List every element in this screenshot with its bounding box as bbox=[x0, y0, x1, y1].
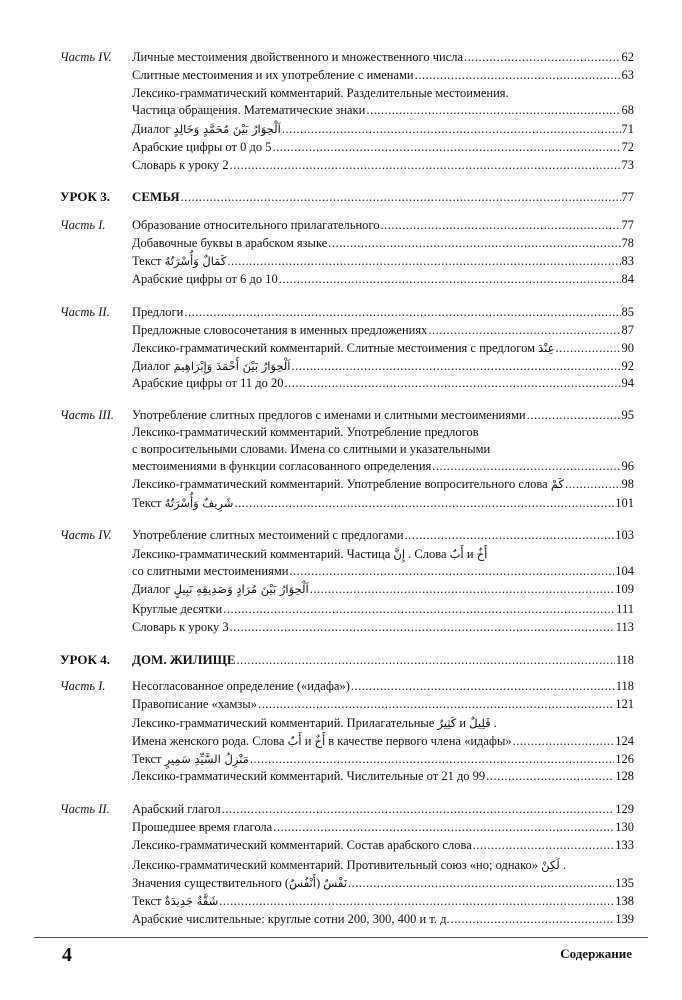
dot-leader bbox=[348, 874, 614, 892]
entry-title: Значения существительного ( bbox=[132, 876, 290, 890]
toc-entry bbox=[60, 750, 634, 768]
lesson-title: СЕМЬЯ bbox=[132, 189, 180, 204]
toc-entry bbox=[60, 526, 634, 544]
page-ref: 84 bbox=[621, 272, 634, 286]
page-ref: 139 bbox=[615, 912, 634, 926]
toc-entry bbox=[60, 818, 634, 836]
arabic-title: أَخٌ bbox=[476, 547, 488, 561]
toc-entry bbox=[60, 600, 634, 618]
dot-leader bbox=[380, 216, 620, 234]
entry-title: Образование относительного прилагательного bbox=[132, 218, 380, 232]
page-ref: 133 bbox=[615, 838, 634, 852]
dot-leader bbox=[230, 156, 621, 174]
entry-title: Лексико-грамматический комментарий. Употребление вопросительного слова bbox=[132, 477, 551, 491]
toc-entry bbox=[60, 321, 634, 339]
dot-leader bbox=[366, 101, 620, 119]
page-ref: 111 bbox=[616, 602, 634, 616]
entry-title: Предлоги bbox=[132, 305, 184, 319]
part-label: Часть I. bbox=[60, 679, 106, 693]
entry-title: Арабские цифры от 11 до 20 bbox=[132, 376, 284, 390]
arabic-title: مَنْزِلُ السَّيِّدِ سَمِيرٍ bbox=[164, 752, 249, 766]
part-label: Часть II. bbox=[60, 305, 110, 319]
page-ref: 124 bbox=[615, 734, 634, 748]
dot-leader bbox=[328, 234, 620, 252]
entry-title: Арабский глагол bbox=[132, 802, 221, 816]
toc-entry bbox=[60, 800, 634, 818]
dot-leader bbox=[227, 252, 620, 270]
lesson-label: УРОК 3. bbox=[60, 189, 110, 204]
toc-entry bbox=[60, 156, 634, 174]
entry-title: Текст bbox=[132, 894, 165, 908]
page-ref: 130 bbox=[615, 820, 634, 834]
dot-leader bbox=[486, 767, 614, 785]
entry-title: Лексико-грамматический комментарий. Употребление предлогов bbox=[132, 425, 479, 439]
arabic-title: عِنْدَ bbox=[538, 341, 555, 355]
entry-title: Словарь к уроку 2 bbox=[132, 158, 229, 172]
page-ref: 73 bbox=[621, 158, 634, 172]
entry-title: Лексико-грамматический комментарий. Состав арабского слова bbox=[132, 838, 472, 852]
dot-leader bbox=[181, 188, 621, 206]
dot-leader bbox=[527, 406, 621, 424]
entry-title: и bbox=[301, 734, 315, 748]
toc-entry bbox=[60, 84, 634, 102]
page-ref: 126 bbox=[615, 752, 634, 766]
toc-entry bbox=[60, 120, 634, 138]
toc-entry bbox=[60, 892, 634, 910]
page-ref: 101 bbox=[615, 496, 634, 510]
entry-title: Диалог bbox=[132, 582, 174, 596]
dot-leader bbox=[513, 732, 615, 750]
dot-leader bbox=[289, 562, 614, 580]
page-ref: 72 bbox=[621, 140, 634, 154]
dot-leader bbox=[432, 457, 620, 475]
toc-entry bbox=[60, 910, 634, 928]
arabic-title: أَخٌ bbox=[314, 734, 326, 748]
running-title: Содержание bbox=[560, 946, 632, 961]
arabic-title: نَفْسٌ bbox=[323, 876, 347, 890]
arabic-title: إِنَّ bbox=[393, 547, 406, 561]
dot-leader bbox=[464, 48, 620, 66]
dot-leader bbox=[272, 138, 620, 156]
entry-title: Арабские числительные: круглые сотни 200, 300, 400 и т. д. bbox=[132, 912, 450, 926]
toc-entry bbox=[60, 374, 634, 392]
entry-title: Текст bbox=[132, 254, 165, 268]
toc-entry bbox=[60, 303, 634, 321]
entry-title: Лексико-грамматический комментарий. Числительные от 21 до 99 bbox=[132, 769, 486, 783]
toc-entry bbox=[60, 475, 634, 493]
entry-title: и bbox=[463, 547, 477, 561]
page-ref: 62 bbox=[621, 50, 634, 64]
toc-entry bbox=[60, 440, 634, 458]
page-ref: 87 bbox=[621, 323, 634, 337]
dot-leader bbox=[565, 475, 621, 493]
page-ref: 94 bbox=[621, 376, 634, 390]
arabic-title: شَرِيفٌ وَأُسْرَتُهُ bbox=[164, 496, 234, 510]
page-ref: 121 bbox=[615, 697, 634, 711]
page-ref: 90 bbox=[621, 341, 634, 355]
dot-leader bbox=[234, 494, 614, 512]
toc-entry bbox=[60, 732, 634, 750]
toc-entry bbox=[60, 562, 634, 580]
page-ref: 135 bbox=[615, 876, 634, 890]
arabic-title: أَبٌ bbox=[287, 734, 302, 748]
toc-entry bbox=[60, 138, 634, 156]
page-ref: 71 bbox=[621, 122, 634, 136]
arabic-title: اَلْحِوَارُ بَيْنَ أَحْمَدَ وَإِبْرَاهِيمَ bbox=[173, 359, 291, 373]
entry-title: Добавочные буквы в арабском языке bbox=[132, 236, 328, 250]
page-ref: 118 bbox=[615, 653, 634, 667]
arabic-title: لَكِنْ bbox=[541, 858, 560, 872]
entry-title: Текст bbox=[132, 496, 165, 510]
toc-entry bbox=[60, 101, 634, 119]
toc-entry bbox=[60, 767, 634, 785]
dot-leader bbox=[184, 303, 620, 321]
entry-title: Лексико-грамматический комментарий. Разделительные местоимения. bbox=[132, 86, 509, 100]
toc-entry bbox=[60, 48, 634, 66]
dot-leader bbox=[222, 800, 615, 818]
entry-title: Круглые десятки bbox=[132, 602, 223, 616]
page-ref: 104 bbox=[615, 564, 634, 578]
entry-title: со слитными местоимениями bbox=[132, 564, 289, 578]
page-ref: 113 bbox=[615, 620, 634, 634]
page-number: 4 bbox=[62, 944, 72, 966]
toc-entry bbox=[60, 714, 634, 732]
entry-title: Арабские цифры от 0 до 5 bbox=[132, 140, 272, 154]
arabic-title: اَلْحِوَارُ بَيْنَ مُحَمَّدٍ وَخَالِدٍ bbox=[173, 122, 281, 136]
entry-title: Правописание «хамзы» bbox=[132, 697, 257, 711]
page-ref: 96 bbox=[621, 459, 634, 473]
page-ref: 109 bbox=[615, 582, 634, 596]
toc-entry bbox=[60, 270, 634, 288]
entry-title: Лексико-грамматический комментарий. Частица bbox=[132, 547, 394, 561]
arabic-title: كَمْ bbox=[550, 477, 564, 491]
toc-entry bbox=[60, 188, 634, 206]
page-ref: 92 bbox=[621, 359, 634, 373]
entry-title: местоимениями в функции согласованного определения bbox=[132, 459, 432, 473]
entry-title: Употребление слитных предлогов с именами и слитными местоимениями bbox=[132, 408, 526, 422]
entry-title: Арабские цифры от 6 до 10 bbox=[132, 272, 278, 286]
footer-rule bbox=[34, 937, 648, 938]
entry-title: и bbox=[456, 716, 470, 730]
arabic-title: قَلِيلٌ bbox=[469, 716, 491, 730]
arabic-title: كَمَالٌ وَأُسْرَتُهُ bbox=[164, 254, 227, 268]
dot-leader bbox=[415, 66, 621, 84]
toc-entry bbox=[60, 357, 634, 375]
page-ref: 98 bbox=[621, 477, 634, 491]
entry-title: Имена женского рода. Слова bbox=[132, 734, 288, 748]
dot-leader bbox=[451, 910, 615, 928]
dot-leader bbox=[258, 695, 614, 713]
entry-title: Прошедшее время глагола bbox=[132, 820, 273, 834]
dot-leader bbox=[237, 651, 615, 669]
toc-entry bbox=[60, 836, 634, 854]
page-ref: 129 bbox=[615, 802, 634, 816]
page-ref: 118 bbox=[615, 679, 634, 693]
entry-title: Словарь к уроку 3 bbox=[132, 620, 229, 634]
page-ref: 63 bbox=[621, 68, 634, 82]
page-ref: 128 bbox=[615, 769, 634, 783]
toc-entry bbox=[60, 651, 634, 669]
dot-leader bbox=[428, 321, 620, 339]
toc-entry bbox=[60, 216, 634, 234]
page-ref: 77 bbox=[621, 218, 634, 232]
entry-title: Диалог bbox=[132, 122, 174, 136]
entry-title: Лексико-грамматический комментарий. Прилагательные bbox=[132, 716, 438, 730]
page-ref: 83 bbox=[621, 254, 634, 268]
dot-leader bbox=[230, 618, 615, 636]
toc-entry bbox=[60, 494, 634, 512]
entry-title: Употребление слитных местоимений с предлогами bbox=[132, 528, 404, 542]
toc-entry bbox=[60, 339, 634, 357]
dot-leader bbox=[282, 120, 621, 138]
dot-leader bbox=[285, 374, 621, 392]
entry-title: Диалог bbox=[132, 359, 174, 373]
dot-leader bbox=[473, 836, 615, 854]
arabic-title: أَبٌ bbox=[449, 547, 464, 561]
page-ref: 85 bbox=[621, 305, 634, 319]
toc-entry bbox=[60, 856, 634, 874]
dot-leader bbox=[405, 526, 615, 544]
dot-leader bbox=[279, 270, 621, 288]
entry-title: Личные местоимения двойственного и множественного числа bbox=[132, 50, 464, 64]
toc-entry bbox=[60, 695, 634, 713]
toc-entry bbox=[60, 618, 634, 636]
entry-title: ) bbox=[315, 876, 324, 890]
toc-entry bbox=[60, 423, 634, 441]
arabic-title: اَلْحِوَارُ بَيْنَ مُرَادٍ وَصَدِيقِهِ نَبِيلٍ bbox=[173, 582, 309, 596]
entry-title: Лексико-грамматический комментарий. Противительный союз «но; однако» bbox=[132, 858, 542, 872]
page-ref: 138 bbox=[615, 894, 634, 908]
part-label: Часть II. bbox=[60, 802, 110, 816]
page-ref: 103 bbox=[615, 528, 634, 542]
entry-title: с вопросительными словами. Имена со слитными и указательными bbox=[132, 442, 491, 456]
part-label: Часть IV. bbox=[60, 528, 112, 542]
entry-title: Предложные словосочетания в именных предложениях bbox=[132, 323, 428, 337]
page-ref: 95 bbox=[621, 408, 634, 422]
dot-leader bbox=[556, 339, 621, 357]
toc-entry bbox=[60, 545, 634, 563]
toc-entry bbox=[60, 234, 634, 252]
entry-title: Текст bbox=[132, 752, 165, 766]
entry-title: Лексико-грамматический комментарий. Слитные местоимения с предлогом bbox=[132, 341, 539, 355]
entry-title: Слитные местоимения и их употребление с именами bbox=[132, 68, 414, 82]
dot-leader bbox=[223, 600, 615, 618]
part-label: Часть IV. bbox=[60, 50, 112, 64]
dot-leader bbox=[351, 677, 615, 695]
entry-title: . bbox=[559, 858, 567, 872]
page-ref: 68 bbox=[621, 103, 634, 117]
arabic-title: شَقَّةٌ جَدِيدَةٌ bbox=[164, 894, 219, 908]
toc-entry bbox=[60, 580, 634, 598]
lesson-label: УРОК 4. bbox=[60, 652, 110, 667]
dot-leader bbox=[310, 580, 615, 598]
toc-entry bbox=[60, 677, 634, 695]
toc-entry bbox=[60, 66, 634, 84]
toc-entry bbox=[60, 457, 634, 475]
entry-title: . Слова bbox=[405, 547, 450, 561]
dot-leader bbox=[219, 892, 614, 910]
dot-leader bbox=[292, 357, 621, 375]
dot-leader bbox=[250, 750, 614, 768]
part-label: Часть III. bbox=[60, 408, 114, 422]
toc-entry bbox=[60, 874, 634, 892]
arabic-title: كَثِيرٌ bbox=[437, 716, 457, 730]
dot-leader bbox=[273, 818, 614, 836]
arabic-title: أَنْفُسٌ bbox=[289, 876, 316, 890]
toc-entry bbox=[60, 252, 634, 270]
part-label: Часть I. bbox=[60, 218, 106, 232]
entry-title: Частица обращения. Математические знаки bbox=[132, 103, 366, 117]
lesson-title: ДОМ. ЖИЛИЩЕ bbox=[132, 652, 236, 667]
toc-entry bbox=[60, 406, 634, 424]
entry-title: Несогласованное определение («идафа») bbox=[132, 679, 350, 693]
page-ref: 78 bbox=[621, 236, 634, 250]
entry-title: в качестве первого члена «идафы» bbox=[325, 734, 512, 748]
entry-title: . bbox=[490, 716, 497, 730]
page-ref: 77 bbox=[621, 190, 634, 204]
